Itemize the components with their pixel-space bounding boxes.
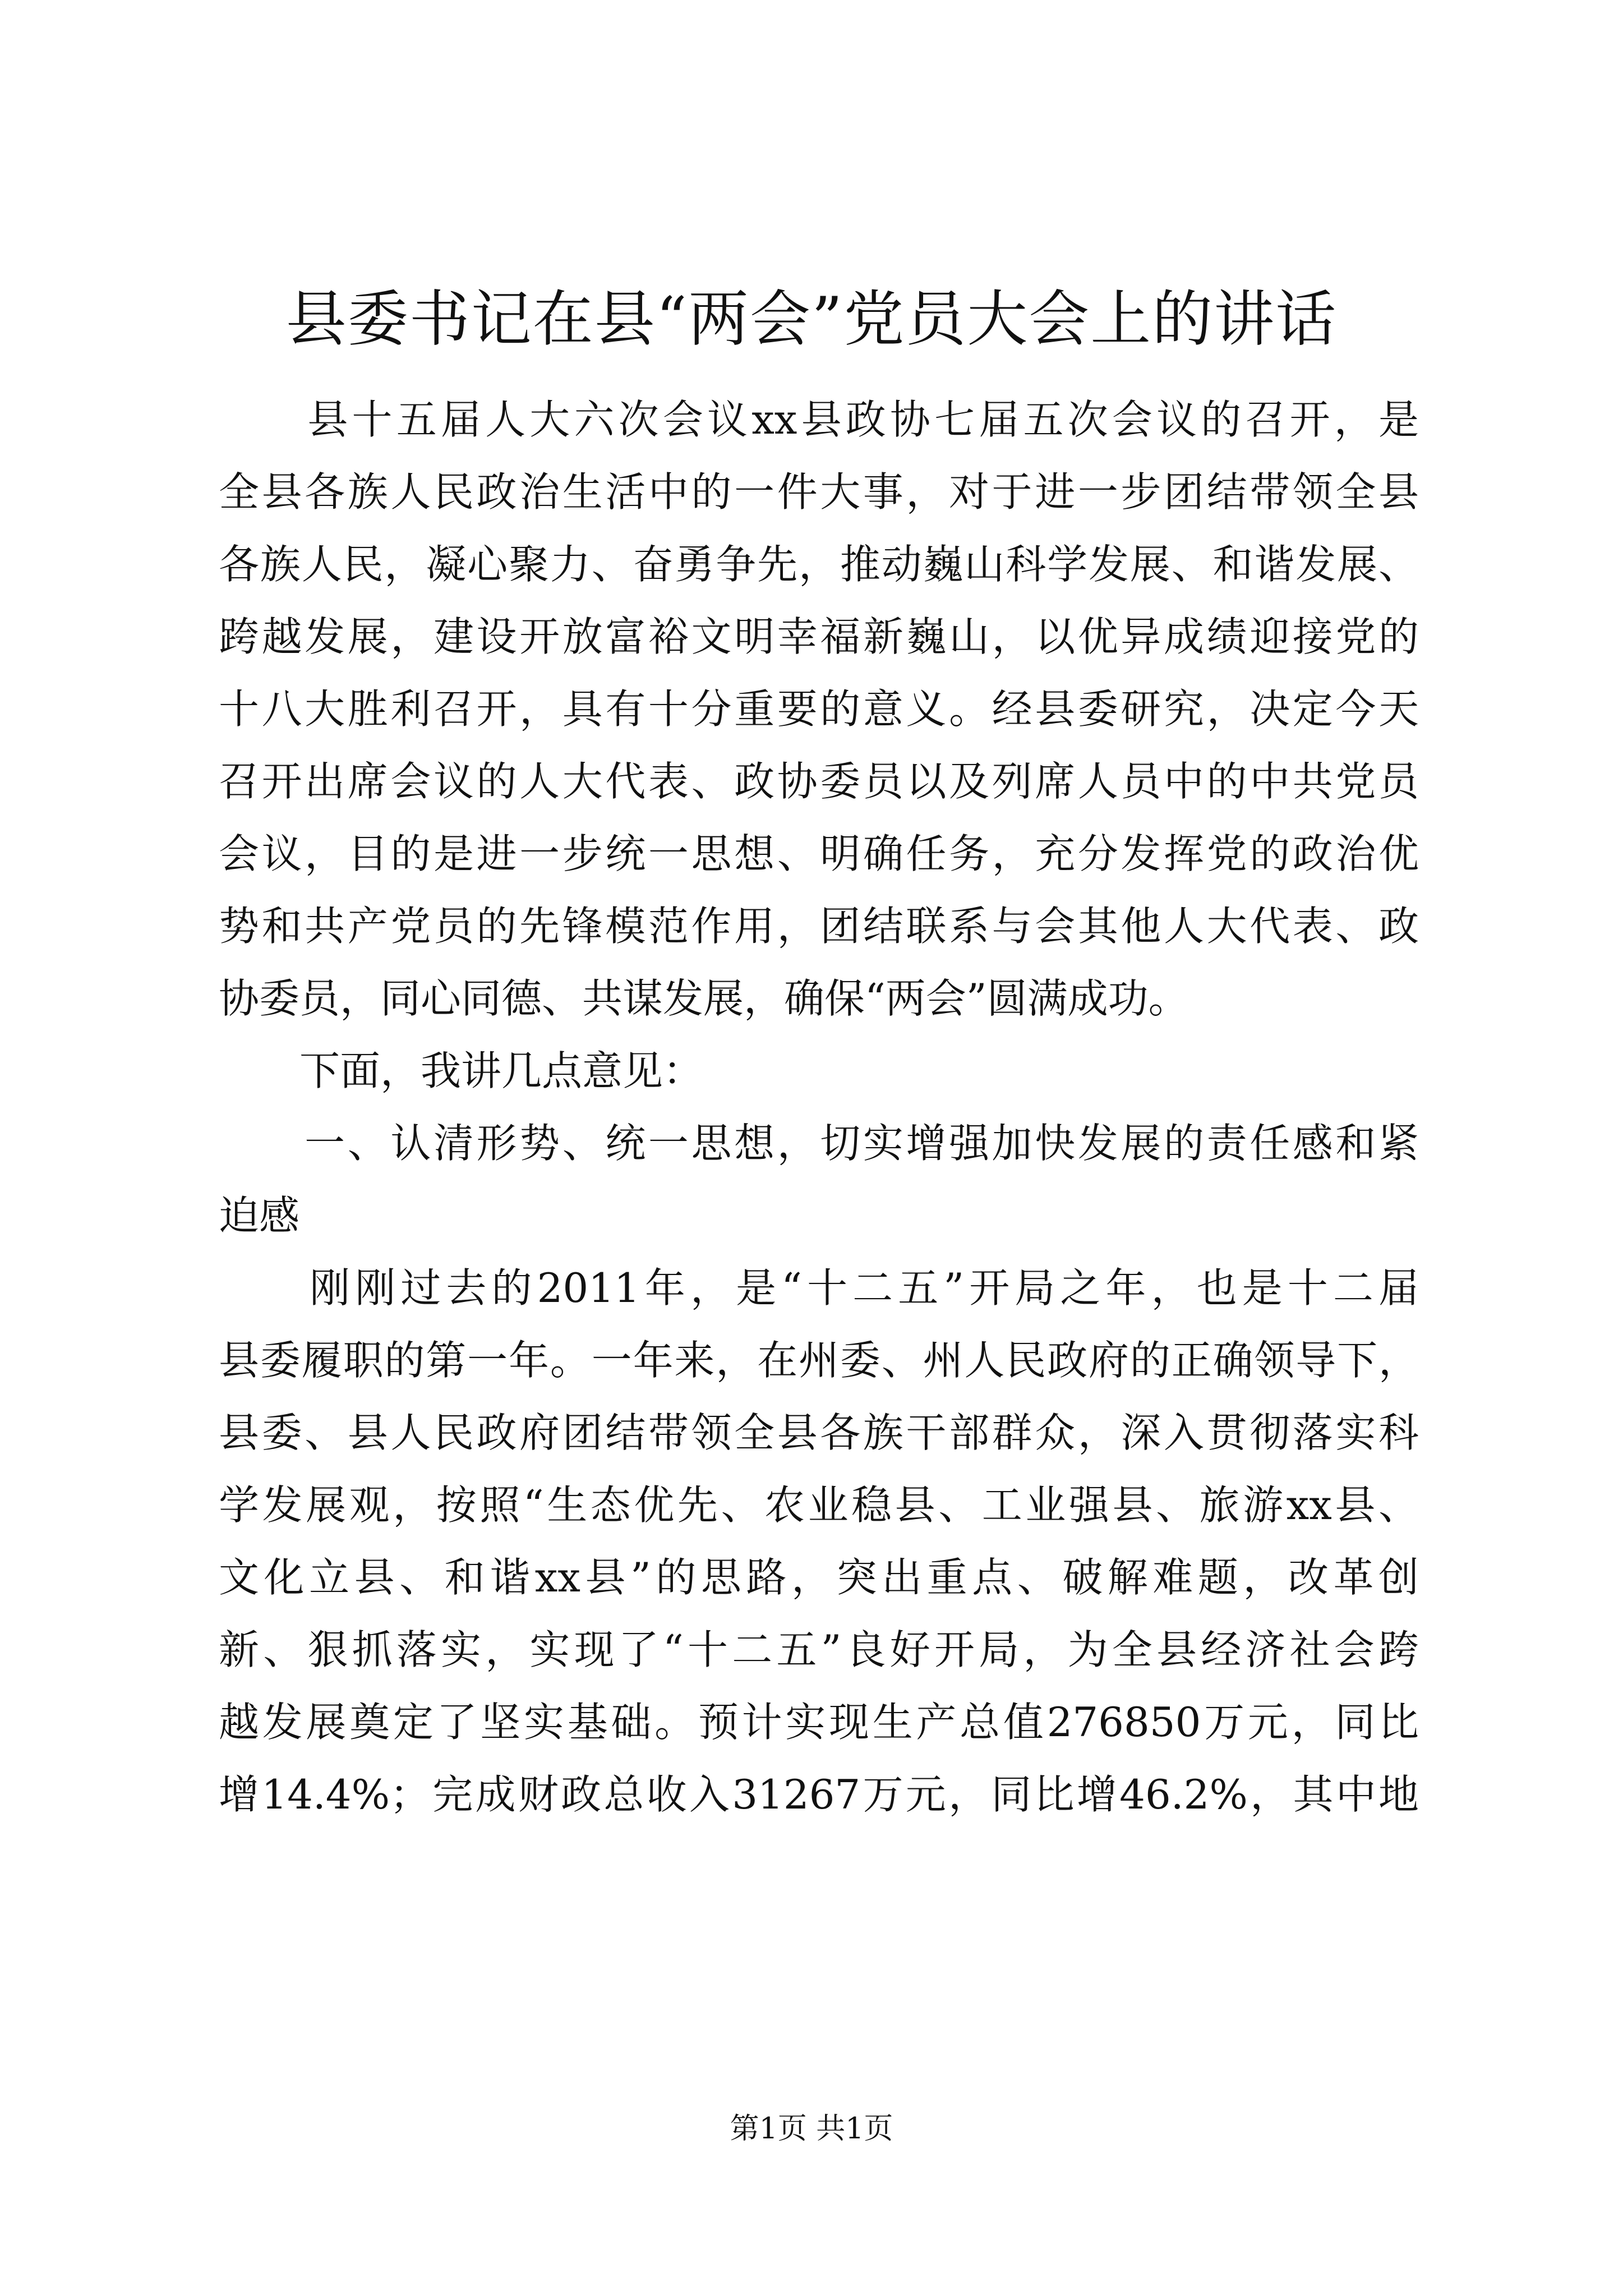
body-line: 文化立县、和谐xx县”的思路，突出重点、破解难题，改革创: [219, 1554, 1419, 1601]
body-line: 会议，目的是进一步统一思想、明确任务，充分发挥党的政治优: [219, 830, 1419, 877]
body-line: 下面，我讲几点意见：: [219, 1047, 704, 1094]
document-title: 县委书记在县“两会”党员大会上的讲话: [285, 284, 1338, 355]
page-footer: 第1页 共1页: [730, 2112, 893, 2146]
body-line: 越发展奠定了坚实基础。预计实现生产总值276850万元，同比: [219, 1699, 1419, 1746]
body-line: 各族人民，凝心聚力、奋勇争先，推动巍山科学发展、和谐发展、: [219, 541, 1419, 588]
body-line: 势和共产党员的先锋模范作用，团结联系与会其他人大代表、政: [219, 903, 1419, 950]
body-line: 十八大胜利召开，具有十分重要的意义。经县委研究，决定今天: [219, 685, 1419, 733]
body-line: 跨越发展，建设开放富裕文明幸福新巍山，以优异成绩迎接党的: [219, 613, 1419, 660]
section-heading-line: 迫感: [219, 1192, 300, 1239]
body-line: 新、狠抓落实，实现了“十二五”良好开局，为全县经济社会跨: [219, 1626, 1419, 1673]
body-line: 县委履职的第一年。一年来，在州委、州人民政府的正确领导下，: [219, 1337, 1419, 1384]
body-line: 学发展观，按照“生态优先、农业稳县、工业强县、旅游xx县、: [219, 1481, 1419, 1529]
body-line: 增14.4%；完成财政总收入31267万元，同比增46.2%，其中地: [219, 1771, 1419, 1818]
body-line: 全县各族人民政治生活中的一件大事，对于进一步团结带领全县: [219, 468, 1419, 516]
body-line: 召开出席会议的人大代表、政协委员以及列席人员中的中共党员: [219, 758, 1419, 805]
body-line: 县十五届人大六次会议xx县政协七届五次会议的召开，是: [219, 396, 1419, 443]
body-line: 县委、县人民政府团结带领全县各族干部群众，深入贯彻落实科: [219, 1409, 1419, 1456]
section-heading-line: 一、认清形势、统一思想，切实增强加快发展的责任感和紧: [219, 1120, 1419, 1167]
body-line: 刚刚过去的2011年，是“十二五”开局之年，也是十二届: [219, 1264, 1419, 1312]
body-line: 协委员，同心同德、共谋发展，确保“两会”圆满成功。: [219, 975, 1189, 1022]
